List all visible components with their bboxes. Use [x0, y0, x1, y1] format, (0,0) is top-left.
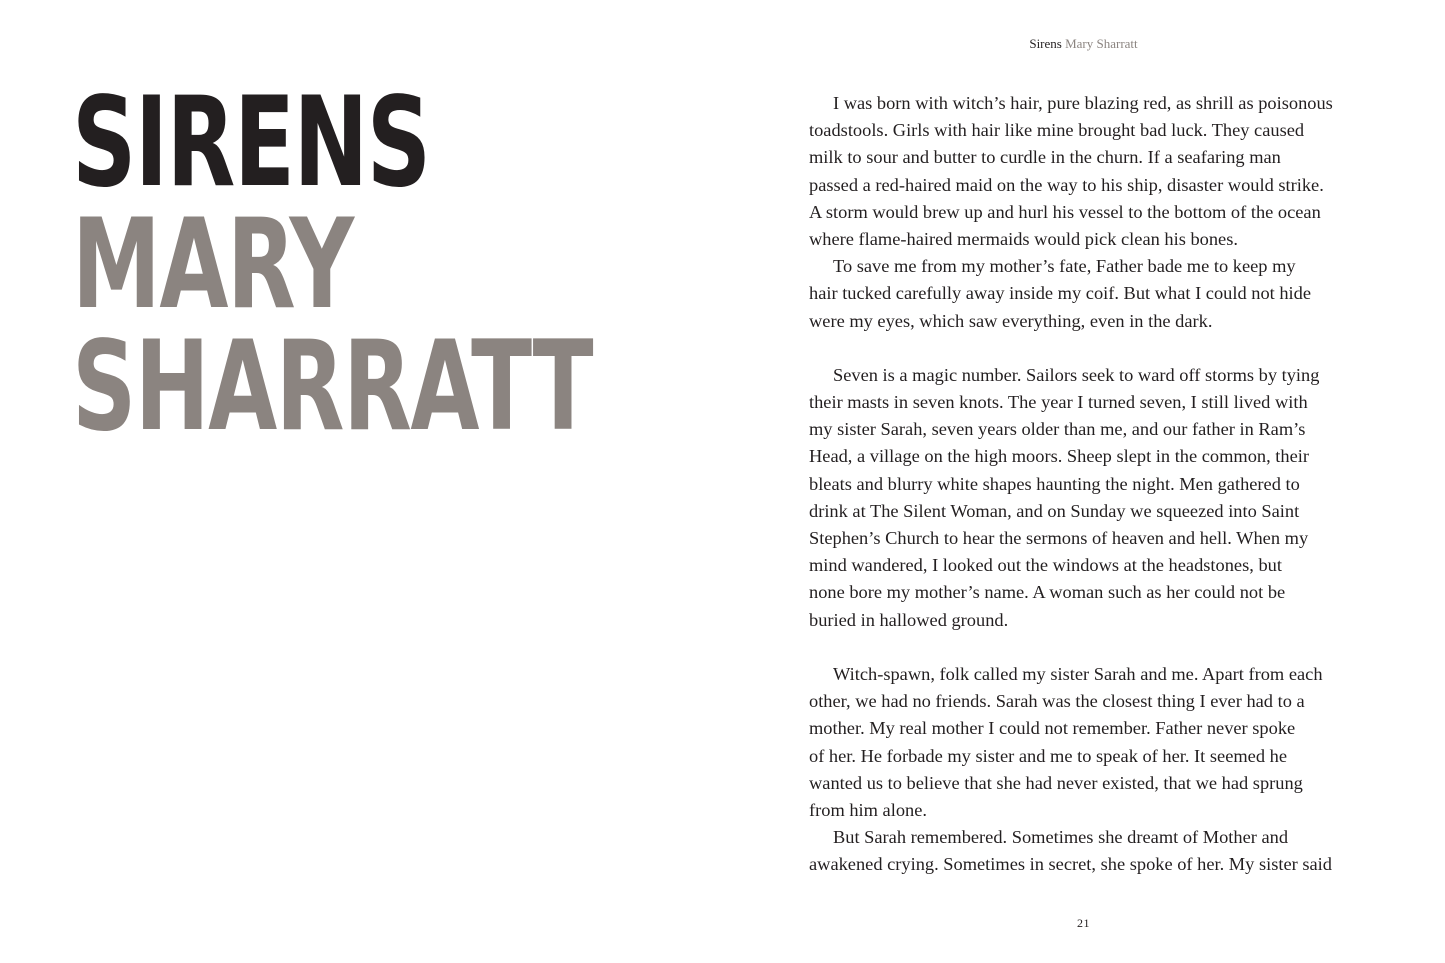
body-text: [809, 90, 1389, 878]
text-line: Witch-spawn, folk called my sister Sarah and me. Apart from each: [833, 663, 1323, 684]
text-line: were my eyes, which saw everything, even in the dark.: [809, 310, 1213, 331]
text-line: Seven is a magic number. Sailors seek to ward off storms by tying: [833, 364, 1320, 385]
text-line: hair tucked carefully away inside my coif. But what I could not hide: [809, 283, 1312, 304]
author-first-name: MARY: [72, 193, 353, 337]
text-line: Stephen’s Church to hear the sermons of heaven and hell. When my: [809, 528, 1309, 548]
section-break: [809, 634, 1389, 661]
text-line: passed a red-haired maid on the way to his ship, disaster would strike.: [809, 174, 1324, 195]
text-line: mind wandered, I looked out the windows at the headstones, but: [809, 555, 1282, 576]
running-head-author: Mary Sharratt: [1065, 36, 1138, 51]
text-line: drink at The Silent Woman, and on Sunday we squeezed into Saint: [809, 500, 1300, 521]
section-break: [809, 335, 1389, 362]
text-line: wanted us to believe that she had never existed, that we had sprung: [809, 772, 1303, 793]
text-line: Head, a village on the high moors. Sheep slept in the common, their: [809, 446, 1310, 467]
text-line: awakened crying. Sometimes in secret, she spoke of her. My sister said: [809, 854, 1332, 875]
text-line: their masts in seven knots. The year I turned seven, I still lived with: [809, 392, 1308, 413]
text-line: buried in hallowed ground.: [809, 609, 1009, 630]
text-line: from him alone.: [809, 799, 927, 820]
text-line: A storm would brew up and hurl his vessel to the bottom of the ocean: [809, 201, 1321, 222]
text-line: mother. My real mother I could not remember. Father never spoke: [809, 718, 1296, 739]
text-line: To save me from my mother’s fate, Father bade me to keep my: [833, 256, 1296, 277]
text-line: of her. He forbade my sister and me to speak of her. It seemed he: [809, 745, 1287, 766]
story-title: SIRENS: [72, 71, 430, 215]
text-line: I was born with witch’s hair, pure blazing red, as shrill as poisonous: [833, 93, 1333, 113]
text-line: toadstools. Girls with hair like mine brought bad luck. They caused: [809, 120, 1305, 141]
text-line: bleats and blurry white shapes haunting the night. Men gathered to: [809, 473, 1300, 494]
text-line: my sister Sarah, seven years older than me, and our father in Ram’s: [809, 419, 1306, 440]
text-line: none bore my mother’s name. A woman such as her could not be: [809, 582, 1286, 603]
right-page: [722, 0, 1445, 963]
title-block: [72, 71, 593, 459]
text-line: But Sarah remembered. Sometimes she dreamt of Mother and: [833, 827, 1289, 848]
left-page: [0, 0, 722, 963]
author-last-name: SHARRATT: [72, 315, 593, 459]
running-head: [722, 36, 1445, 52]
text-line: milk to sour and butter to curdle in the churn. If a seafaring man: [809, 147, 1281, 168]
running-head-story: Sirens: [1029, 36, 1062, 51]
page-number: 21: [1077, 916, 1090, 930]
text-line: other, we had no friends. Sarah was the closest thing I ever had to a: [809, 691, 1305, 712]
text-line: where flame-haired mermaids would pick clean his bones.: [809, 228, 1238, 249]
